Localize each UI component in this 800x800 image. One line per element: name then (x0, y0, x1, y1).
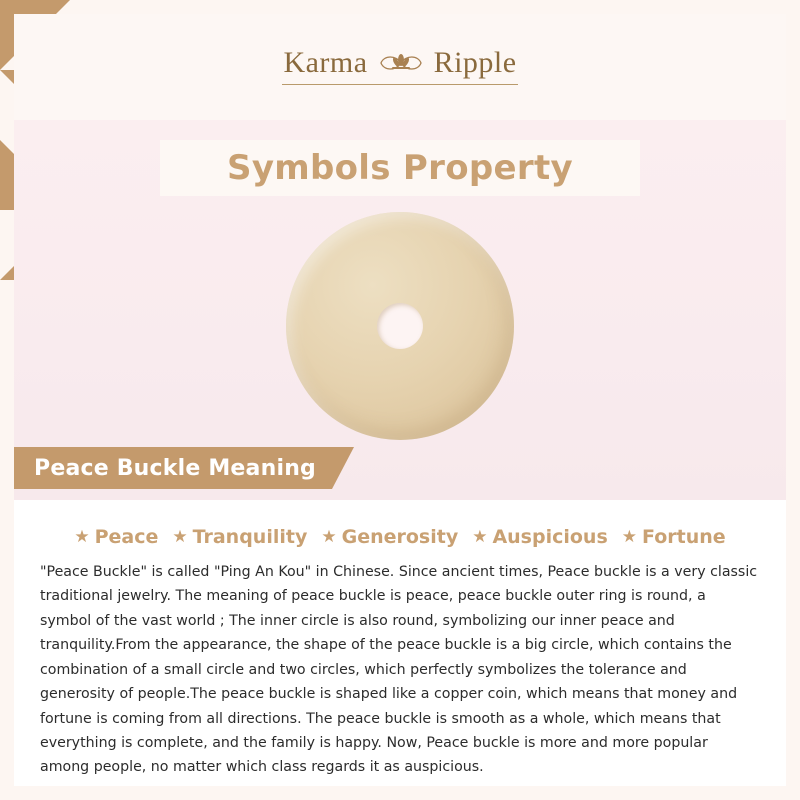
keyword-label: Auspicious (492, 526, 608, 548)
brand-name-right: Ripple (433, 46, 517, 79)
keyword-label: Fortune (642, 526, 726, 548)
brand-logo-row (283, 46, 516, 80)
infinity-lotus-icon (374, 46, 428, 80)
star-icon: ★ (172, 526, 188, 547)
star-icon: ★ (621, 526, 638, 547)
brand-logo (0, 46, 800, 85)
keyword-item-0 (74, 526, 158, 548)
brand-underline-divider (282, 84, 518, 85)
section-label-ribbon-tail (332, 447, 354, 489)
keyword-label: Peace (94, 526, 159, 548)
keyword-list (14, 500, 786, 554)
section-label-text: Peace Buckle Meaning (14, 447, 332, 489)
keyword-item-2 (321, 526, 458, 548)
star-icon: ★ (472, 526, 488, 547)
brand-name-left: Karma (283, 46, 368, 79)
page-title-band (160, 140, 640, 196)
keyword-label: Generosity (341, 526, 459, 548)
keyword-item-1 (172, 526, 307, 548)
section-label-ribbon (14, 447, 354, 489)
peace-buckle-inner-hole (377, 303, 423, 349)
keyword-item-4 (622, 526, 726, 548)
page-title: Symbols Property (227, 148, 573, 188)
star-icon: ★ (74, 526, 90, 547)
keyword-item-3 (472, 526, 608, 548)
description-paragraph: "Peace Buckle" is called "Ping An Kou" in Chinese. Since ancient times, Peace buckle is a very classic traditional jewelry. The meaning of peace buckle is peace, peace buckle outer ring is round, a symbol of the vast world ; The inner circle is also round, symbolizing our inner peace and tranquility.From the appearance, the shape of the peace buckle is a big circle, which contains the combination of a small circle and two circles, which perfectly symbolizes the tolerance and generosity of people.The peace buckle is shaped like a copper coin, which means that money and fortune is coming from all directions. The peace buckle is smooth as a whole, which means that everything is complete, and the family is happy. Now, Peace buckle is more and more popular among people, no matter which class regards it as auspicious. (40, 564, 758, 776)
content-card (14, 500, 786, 786)
hero-image-area (0, 212, 800, 440)
keyword-label: Tranquility (192, 526, 308, 548)
peace-buckle-donut-image (286, 212, 514, 440)
star-icon: ★ (321, 526, 337, 547)
